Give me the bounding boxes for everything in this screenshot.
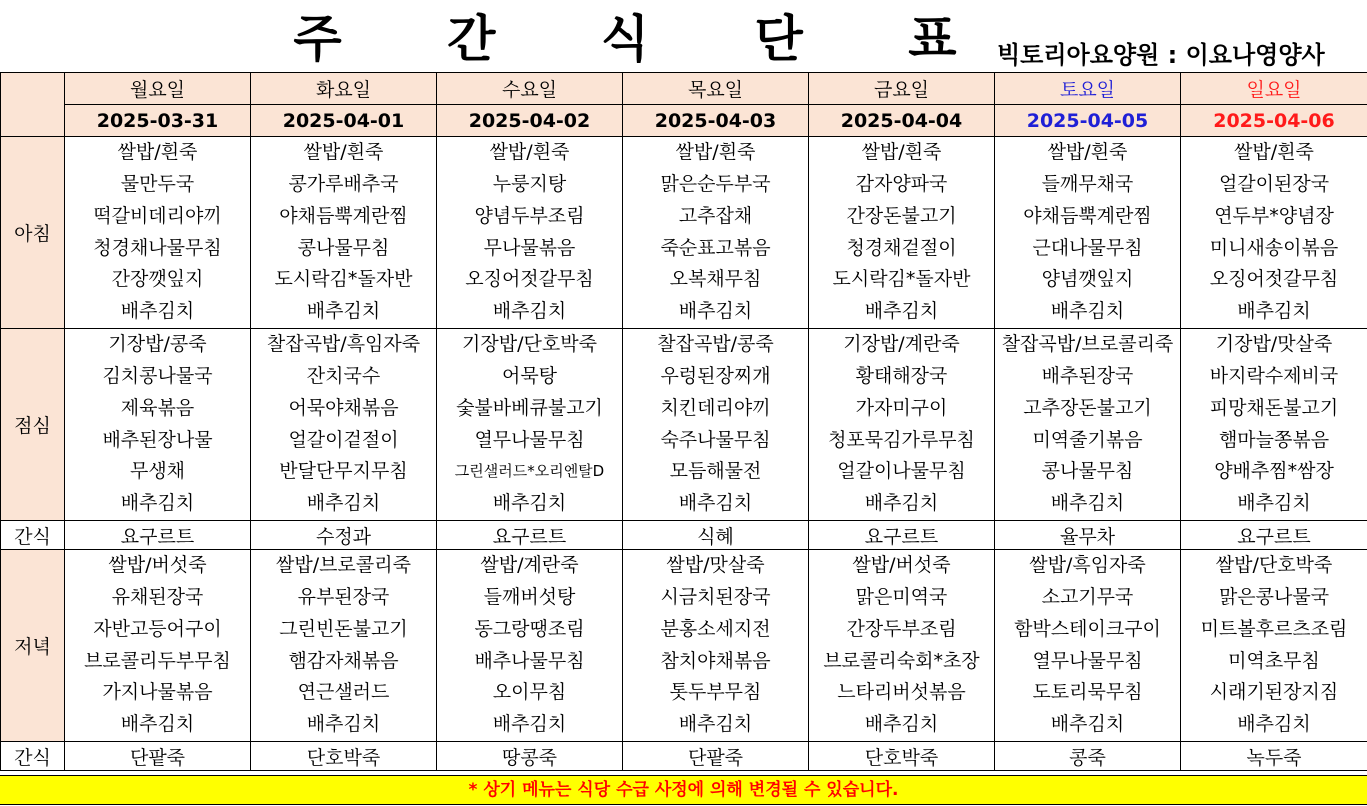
menu-item: 간장두부조림 bbox=[846, 617, 957, 640]
menu-cell bbox=[251, 329, 437, 521]
menu-item: 숙주나물무침 bbox=[660, 428, 771, 451]
meal-label-snack: 간식 bbox=[1, 742, 65, 771]
menu-item: 배추김치 bbox=[306, 713, 381, 736]
menu-cell bbox=[1181, 329, 1367, 521]
menu-item: 청경채나물무침 bbox=[93, 236, 222, 259]
menu-item: 시금치된장국 bbox=[660, 585, 771, 608]
menu-item: 그린빈돈불고기 bbox=[279, 617, 408, 640]
menu-item: 오이무침 bbox=[492, 681, 567, 704]
menu-item: 쌀밥/맛살죽 bbox=[666, 554, 765, 577]
menu-cell bbox=[437, 329, 623, 521]
menu-item: 배추김치 bbox=[306, 492, 381, 515]
meal-label-snack: 간식 bbox=[1, 521, 65, 550]
menu-item: 열무나물무침 bbox=[474, 428, 585, 451]
date-header: 2025-04-01 bbox=[251, 105, 437, 137]
menu-item: 쌀밥/단호박죽 bbox=[1215, 554, 1333, 577]
menu-item: 배추김치 bbox=[120, 492, 195, 515]
menu-item: 기장밥/맛살죽 bbox=[1215, 333, 1333, 356]
menu-item: 기장밥/단호박죽 bbox=[462, 333, 597, 356]
date-header-row bbox=[1, 105, 1367, 137]
menu-cell bbox=[65, 550, 251, 742]
snack-cell: 단호박죽 bbox=[251, 742, 437, 771]
date-header-sunday: 2025-04-06 bbox=[1181, 105, 1367, 137]
snack-cell: 단호박죽 bbox=[809, 742, 995, 771]
menu-item: 배추김치 bbox=[864, 300, 939, 323]
menu-item: 브로콜리숙회*초장 bbox=[823, 649, 980, 672]
menu-item: 쌀밥/계란죽 bbox=[480, 554, 579, 577]
snack-cell: 요구르트 bbox=[437, 521, 623, 550]
organization-label: 빅토리아요양원 : 이요나영양사 bbox=[997, 41, 1325, 69]
menu-item: 쌀밥/흰죽 bbox=[1047, 141, 1128, 164]
snack-cell: 요구르트 bbox=[65, 521, 251, 550]
menu-item: 배추김치 bbox=[492, 300, 567, 323]
date-header: 2025-04-02 bbox=[437, 105, 623, 137]
menu-item: 쌀밥/흰죽 bbox=[489, 141, 570, 164]
corner-cell bbox=[1, 73, 65, 137]
day-header: 목요일 bbox=[623, 73, 809, 105]
snack-cell: 요구르트 bbox=[1181, 521, 1367, 550]
menu-item: 죽순표고볶음 bbox=[660, 236, 771, 259]
menu-item: 쌀밥/버섯죽 bbox=[108, 554, 207, 577]
menu-item: 배추김치 bbox=[120, 300, 195, 323]
menu-item: 배추김치 bbox=[678, 300, 753, 323]
menu-item: 고추잡채 bbox=[678, 204, 753, 227]
menu-cell bbox=[995, 550, 1181, 742]
menu-item: 연두부*양념장 bbox=[1214, 204, 1334, 227]
snack-cell: 단팥죽 bbox=[65, 742, 251, 771]
menu-item: 배추김치 bbox=[1237, 713, 1311, 736]
breakfast-row bbox=[1, 137, 1367, 329]
menu-item: 감자양파국 bbox=[855, 172, 948, 195]
menu-item: 미니새송이볶음 bbox=[1209, 236, 1339, 259]
menu-item: 그린샐러드*오리엔탈D bbox=[454, 462, 605, 481]
menu-item: 야채듬뿍계란찜 bbox=[279, 204, 408, 227]
menu-item: 콩가루배추국 bbox=[288, 172, 399, 195]
day-header-saturday: 토요일 bbox=[995, 73, 1181, 105]
menu-cell bbox=[623, 137, 809, 329]
menu-item: 들깨버섯탕 bbox=[483, 585, 576, 608]
menu-item: 찰잡곡밥/브로콜리죽 bbox=[1001, 333, 1174, 356]
menu-item: 무나물볶음 bbox=[483, 236, 576, 259]
menu-item: 배추된장나물 bbox=[102, 428, 213, 451]
menu-item: 동그랑땡조림 bbox=[474, 617, 585, 640]
menu-item: 쌀밥/흰죽 bbox=[117, 141, 198, 164]
menu-item: 쌀밥/흰죽 bbox=[675, 141, 756, 164]
meal-label-breakfast: 아침 bbox=[1, 137, 65, 329]
menu-item: 유채된장국 bbox=[111, 585, 204, 608]
menu-item: 배추김치 bbox=[120, 713, 195, 736]
menu-item: 미트볼후르츠조림 bbox=[1200, 617, 1348, 640]
menu-item: 배추김치 bbox=[1237, 492, 1311, 515]
menu-item: 연근샐러드 bbox=[297, 681, 390, 704]
menu-item: 배추김치 bbox=[1050, 300, 1125, 323]
snack-cell: 수정과 bbox=[251, 521, 437, 550]
menu-item: 느타리버섯볶음 bbox=[837, 681, 966, 704]
menu-item: 물만두국 bbox=[120, 172, 195, 195]
day-header-sunday: 일요일 bbox=[1181, 73, 1367, 105]
menu-item: 배추김치 bbox=[306, 300, 381, 323]
menu-item: 찰잡곡밥/콩죽 bbox=[657, 333, 774, 356]
menu-item: 치킨데리야끼 bbox=[660, 396, 771, 419]
snack-cell: 요구르트 bbox=[809, 521, 995, 550]
menu-cell bbox=[437, 550, 623, 742]
menu-cell bbox=[251, 550, 437, 742]
menu-item: 도토리묵무침 bbox=[1032, 681, 1143, 704]
meal-label-lunch: 점심 bbox=[1, 329, 65, 521]
dinner-row bbox=[1, 550, 1367, 742]
menu-item: 톳두부무침 bbox=[669, 681, 762, 704]
menu-item: 김치콩나물국 bbox=[102, 364, 213, 387]
menu-item: 열무나물무침 bbox=[1032, 649, 1143, 672]
snack-cell: 식혜 bbox=[623, 521, 809, 550]
menu-item: 기장밥/계란죽 bbox=[843, 333, 960, 356]
menu-item: 간장돈불고기 bbox=[846, 204, 957, 227]
menu-item: 얼갈이된장국 bbox=[1218, 172, 1330, 195]
menu-cell bbox=[437, 137, 623, 329]
date-header-saturday: 2025-04-05 bbox=[995, 105, 1181, 137]
menu-cell bbox=[809, 550, 995, 742]
day-header-row bbox=[1, 73, 1367, 105]
date-header: 2025-04-04 bbox=[809, 105, 995, 137]
snack-cell: 녹두죽 bbox=[1181, 742, 1367, 771]
date-header: 2025-04-03 bbox=[623, 105, 809, 137]
menu-item: 쌀밥/버섯죽 bbox=[852, 554, 951, 577]
menu-item: 간장깻잎지 bbox=[111, 268, 204, 291]
menu-item: 미역초무침 bbox=[1228, 649, 1320, 672]
menu-item: 도시락김*돌자반 bbox=[274, 268, 413, 291]
snack-cell: 율무차 bbox=[995, 521, 1181, 550]
page-title: 주 간 식 단 표 bbox=[293, 10, 1001, 68]
menu-item: 떡갈비데리야끼 bbox=[93, 204, 222, 227]
menu-cell bbox=[623, 329, 809, 521]
menu-item: 양념두부조림 bbox=[474, 204, 585, 227]
menu-item: 쌀밥/흰죽 bbox=[861, 141, 942, 164]
menu-cell bbox=[65, 137, 251, 329]
snack-row-evening bbox=[1, 742, 1367, 771]
menu-item: 배추된장국 bbox=[1041, 364, 1134, 387]
snack-cell: 땅콩죽 bbox=[437, 742, 623, 771]
menu-item: 배추나물무침 bbox=[474, 649, 585, 672]
snack-cell: 콩죽 bbox=[995, 742, 1181, 771]
menu-item: 쌀밥/브로콜리죽 bbox=[276, 554, 411, 577]
menu-item: 배추김치 bbox=[678, 492, 753, 515]
menu-item: 분홍소세지전 bbox=[660, 617, 771, 640]
menu-item: 배추김치 bbox=[1237, 300, 1311, 323]
menu-item: 쌀밥/흰죽 bbox=[1234, 141, 1314, 164]
menu-item: 브로콜리두부무침 bbox=[84, 649, 231, 672]
menu-item: 양념깻잎지 bbox=[1041, 268, 1134, 291]
day-header: 화요일 bbox=[251, 73, 437, 105]
menu-item: 모듬해물전 bbox=[669, 460, 762, 483]
menu-item: 햄마늘쫑볶음 bbox=[1218, 428, 1330, 451]
menu-item: 배추김치 bbox=[492, 492, 567, 515]
weekly-menu-table bbox=[0, 72, 1367, 771]
menu-item: 배추김치 bbox=[492, 713, 567, 736]
menu-item: 배추김치 bbox=[1050, 492, 1125, 515]
menu-item: 콩나물무침 bbox=[1041, 460, 1134, 483]
menu-item: 쌀밥/흑임자죽 bbox=[1029, 554, 1146, 577]
menu-item: 잔치국수 bbox=[306, 364, 381, 387]
menu-item: 가자미구이 bbox=[855, 396, 948, 419]
menu-item: 고추장돈불고기 bbox=[1023, 396, 1152, 419]
menu-item: 청경채겉절이 bbox=[846, 236, 957, 259]
menu-item: 청포묵김가루무침 bbox=[828, 428, 975, 451]
menu-item: 어묵탕 bbox=[501, 364, 558, 387]
menu-item: 어묵야채볶음 bbox=[288, 396, 399, 419]
menu-item: 바지락수제비국 bbox=[1209, 364, 1339, 387]
menu-item: 배추김치 bbox=[864, 713, 939, 736]
footer-notice: * 상기 메뉴는 식당 수급 사정에 의해 변경될 수 있습니다. bbox=[0, 775, 1367, 805]
menu-item: 참치야채볶음 bbox=[660, 649, 771, 672]
lunch-row bbox=[1, 329, 1367, 521]
menu-item: 반달단무지무침 bbox=[279, 460, 408, 483]
menu-item: 배추김치 bbox=[678, 713, 753, 736]
day-header: 월요일 bbox=[65, 73, 251, 105]
menu-item: 배추김치 bbox=[1050, 713, 1125, 736]
menu-cell bbox=[995, 329, 1181, 521]
menu-item: 오복채무침 bbox=[669, 268, 762, 291]
menu-cell bbox=[809, 329, 995, 521]
menu-cell bbox=[65, 329, 251, 521]
menu-item: 시래기된장지짐 bbox=[1209, 681, 1339, 704]
meal-label-dinner: 저녁 bbox=[1, 550, 65, 742]
menu-item: 얼갈이겉절이 bbox=[288, 428, 399, 451]
menu-item: 들깨무채국 bbox=[1041, 172, 1134, 195]
menu-item: 햄감자채볶음 bbox=[288, 649, 399, 672]
menu-item: 도시락김*돌자반 bbox=[832, 268, 971, 291]
menu-item: 콩나물무침 bbox=[297, 236, 390, 259]
menu-item: 얼갈이나물무침 bbox=[837, 460, 966, 483]
menu-item: 유부된장국 bbox=[297, 585, 390, 608]
menu-item: 무생채 bbox=[129, 460, 186, 483]
menu-cell bbox=[809, 137, 995, 329]
date-header: 2025-03-31 bbox=[65, 105, 251, 137]
menu-item: 황태해장국 bbox=[855, 364, 948, 387]
menu-item: 피망채돈불고기 bbox=[1209, 396, 1339, 419]
menu-item: 숯불바베큐불고기 bbox=[456, 396, 603, 419]
menu-item: 미역줄기볶음 bbox=[1032, 428, 1143, 451]
menu-item: 배추김치 bbox=[864, 492, 939, 515]
menu-item: 소고기무국 bbox=[1041, 585, 1134, 608]
menu-item: 오징어젓갈무침 bbox=[1209, 268, 1339, 291]
menu-item: 맑은콩나물국 bbox=[1218, 585, 1330, 608]
menu-item: 제육볶음 bbox=[120, 396, 195, 419]
day-header: 금요일 bbox=[809, 73, 995, 105]
snack-row-afternoon bbox=[1, 521, 1367, 550]
menu-item: 가지나물볶음 bbox=[102, 681, 213, 704]
snack-cell: 단팥죽 bbox=[623, 742, 809, 771]
menu-cell bbox=[623, 550, 809, 742]
menu-item: 자반고등어구이 bbox=[93, 617, 222, 640]
menu-cell bbox=[995, 137, 1181, 329]
menu-item: 기장밥/콩죽 bbox=[108, 333, 207, 356]
menu-item: 누룽지탕 bbox=[492, 172, 567, 195]
menu-item: 찰잡곡밥/흑임자죽 bbox=[266, 333, 421, 356]
menu-item: 양배추찜*쌈장 bbox=[1214, 460, 1334, 483]
menu-item: 함박스테이크구이 bbox=[1014, 617, 1161, 640]
menu-item: 근대나물무침 bbox=[1032, 236, 1143, 259]
menu-item: 오징어젓갈무침 bbox=[465, 268, 594, 291]
menu-item: 맑은순두부국 bbox=[660, 172, 771, 195]
menu-item: 쌀밥/흰죽 bbox=[303, 141, 384, 164]
menu-cell bbox=[1181, 550, 1367, 742]
menu-cell bbox=[251, 137, 437, 329]
menu-item: 우렁된장찌개 bbox=[660, 364, 771, 387]
menu-item: 야채듬뿍계란찜 bbox=[1023, 204, 1152, 227]
day-header: 수요일 bbox=[437, 73, 623, 105]
menu-item: 맑은미역국 bbox=[855, 585, 948, 608]
menu-cell bbox=[1181, 137, 1367, 329]
